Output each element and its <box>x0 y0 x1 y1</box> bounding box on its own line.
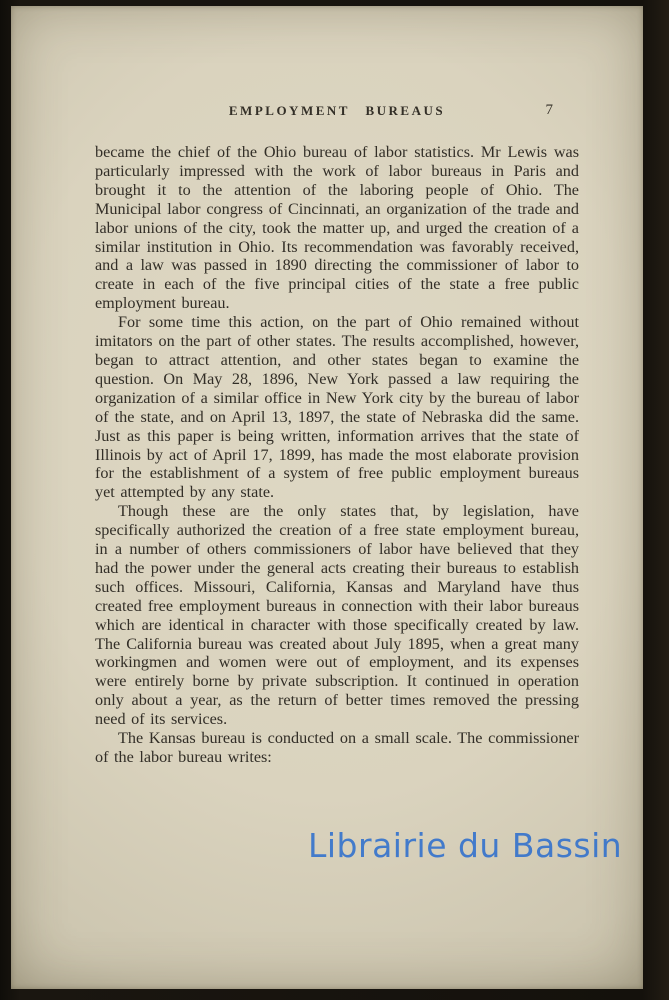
running-header <box>95 103 579 119</box>
body-text <box>95 143 579 767</box>
header-title: EMPLOYMENT BUREAUS <box>228 103 446 118</box>
paragraph: Though these are the only states that, by legislation, have specifically authorized the creation of a free state employment bureau, in a number of others commissioners of labor have believed that they had the power under the general acts creating their bureaus to establish such offices. Missouri, California, Kansas and Maryland have thus created free employment bureaus in connection with their labor bureaus which are identical in character with those specifically created by law. The California bureau was created about July 1895, when a great many workingmen and women were out of employment, and its expenses were entirely borne by private subscription. It continued in operation only about a year, as the return of better times removed the pressing need of its services. <box>95 502 579 729</box>
bookseller-watermark: Librairie du Bassin <box>308 826 623 865</box>
paragraph: For some time this action, on the part of Ohio remained without imitators on the part of other states. The results accomplished, however, began to attract attention, and other states began to examine the question. On May 28, 1896, New York passed a law requiring the organization of a similar office in New York city by the bureau of labor of the state, and on April 13, 1897, the state of Nebraska did the same. Just as this paper is being written, information arrives that the state of Illinois by act of April 17, 1899, has made the most elaborate provision for the establishment of a system of free public employment bureaus yet attempted by any state. <box>95 313 579 502</box>
book-page <box>11 6 643 989</box>
paragraph: became the chief of the Ohio bureau of labor statistics. Mr Lewis was particularly impressed with the work of labor bureaus in Paris and brought it to the attention of the laboring people of Ohio. The Municipal labor congress of Cincinnati, an organization of the trade and labor unions of the city, took the matter up, and urged the creation of a similar institution in Ohio. Its recommendation was favorably received, and a law was passed in 1890 directing the commissioner of labor to create in each of the five principal cities of the state a free public employment bureau. <box>95 143 579 313</box>
paragraph: The Kansas bureau is conducted on a small scale. The commissioner of the labor bureau writes: <box>95 729 579 766</box>
page-content <box>95 103 579 767</box>
page-number: 7 <box>545 102 553 118</box>
